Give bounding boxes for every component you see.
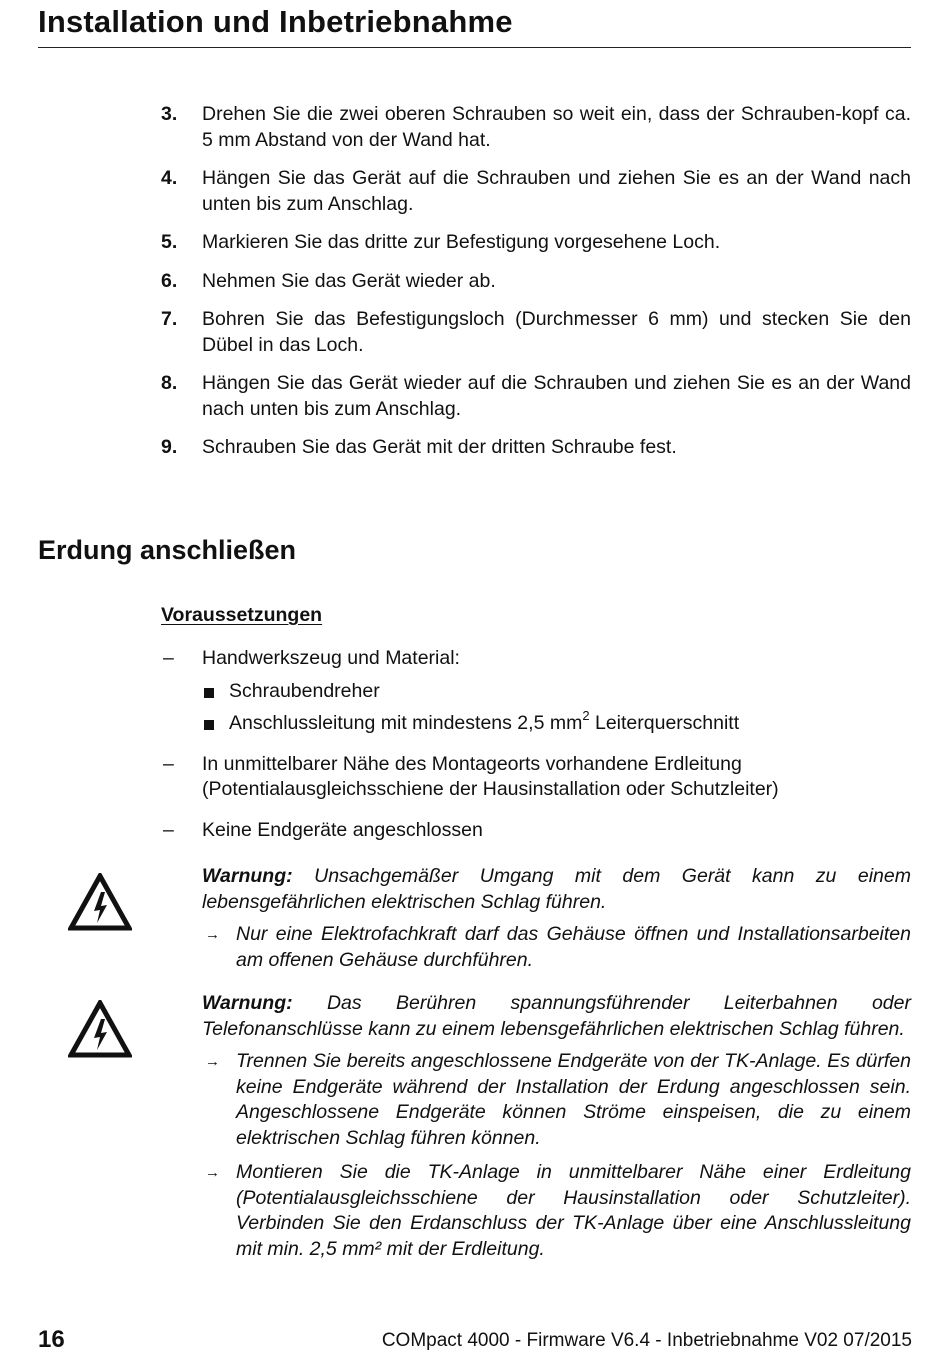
installation-steps <box>161 102 911 474</box>
electric-hazard-icon <box>68 1000 132 1058</box>
material-text-suffix: Leiterquerschnitt <box>589 712 740 734</box>
step-text: Markieren Sie das dritte zur Befestigung vorgesehene Loch. <box>202 231 721 253</box>
step-text: Bohren Sie das Befestigungsloch (Durchmesser 6 mm) und stecken Sie den Dübel in das Loch. <box>202 308 911 356</box>
square-bullet-icon <box>204 688 214 698</box>
footer-doc-info: COMpact 4000 - Firmware V6.4 - Inbetriebnahme V02 07/2015 <box>381 1330 912 1351</box>
square-bullet-icon <box>204 720 214 730</box>
step-item <box>161 435 911 461</box>
header-divider <box>38 47 911 48</box>
step-item <box>161 230 911 256</box>
warning-text <box>202 864 911 915</box>
superscript: 2 <box>582 708 590 723</box>
dash-bullet: – <box>163 647 174 669</box>
warning-label: Warnung: <box>202 865 293 887</box>
action-item <box>202 922 911 973</box>
step-number: 9. <box>161 436 178 458</box>
page-title: Installation und Inbetriebnahme <box>38 4 513 39</box>
action-text: Trennen Sie bereits angeschlossene Endgeräte von der TK-Anlage. Es dürfen keine Endgeräte während der Installation der Erdung angeschlossen sein. Angeschlossene Endgeräte können Ströme einspeisen, die zu einem elektrischen Schlag führen können. <box>236 1050 911 1149</box>
section-title: Erdung anschließen <box>38 535 297 565</box>
prerequisite-text: Handwerkszeug und Material: <box>202 647 460 669</box>
step-number: 5. <box>161 231 178 253</box>
prerequisite-text: Keine Endgeräte angeschlossen <box>202 818 483 841</box>
step-item <box>161 102 911 153</box>
electric-hazard-icon <box>68 873 132 931</box>
material-item <box>202 708 911 737</box>
prerequisite-item <box>161 818 911 844</box>
warning-box <box>202 864 911 973</box>
warning-box <box>202 991 911 1262</box>
step-number: 7. <box>161 308 178 330</box>
step-number: 3. <box>161 103 178 125</box>
action-item <box>202 1049 911 1151</box>
step-item <box>161 166 911 217</box>
step-item <box>161 269 911 295</box>
material-list <box>202 679 911 737</box>
step-text: Nehmen Sie das Gerät wieder ab. <box>202 269 496 292</box>
warning-message: Das Berühren spannungsführender Leiterbahnen oder Telefonanschlüsse kann zu einem lebensgefährlichen elektrischen Schlag führen. <box>202 992 911 1040</box>
step-text: Schrauben Sie das Gerät mit der dritten Schraube fest. <box>202 436 677 458</box>
material-item <box>202 679 911 705</box>
arrow-right-icon: → <box>205 1053 220 1070</box>
step-item <box>161 307 911 358</box>
step-text: Hängen Sie das Gerät wieder auf die Schrauben und ziehen Sie es an der Wand nach unten bis zum Anschlag. <box>202 372 911 420</box>
prerequisite-item <box>161 646 911 737</box>
step-item <box>161 371 911 422</box>
page-number: 16 <box>38 1326 65 1353</box>
arrow-right-icon: → <box>205 926 220 943</box>
material-text: Anschlussleitung mit mindestens 2,5 mm <box>229 712 583 734</box>
step-number: 8. <box>161 372 178 394</box>
step-text: Hängen Sie das Gerät auf die Schrauben und ziehen Sie es an der Wand nach unten bis zum Anschlag. <box>202 167 911 215</box>
warning-label: Warnung: <box>202 992 293 1014</box>
warning-text <box>202 991 911 1042</box>
material-text: Schraubendreher <box>229 679 380 702</box>
dash-bullet: – <box>163 752 174 775</box>
step-number: 4. <box>161 167 178 189</box>
warning-message: Unsachgemäßer Umgang mit dem Gerät kann zu einem lebensgefährlichen elektrischen Schlag führen. <box>202 865 911 913</box>
action-text: Montieren Sie die TK-Anlage in unmittelbarer Nähe einer Erdleitung (Potentialausgleichsschiene der Hausinstallation oder Schutzleiter). Verbinden Sie den Erdanschluss der TK-Anlage über eine Anschlussleitung mit min. 2,5 mm² mit der Erdleitung. <box>236 1161 911 1260</box>
action-item <box>202 1160 911 1262</box>
prerequisite-item <box>161 752 911 803</box>
arrow-right-icon: → <box>205 1164 220 1181</box>
dash-bullet: – <box>163 818 174 841</box>
action-text: Nur eine Elektrofachkraft darf das Gehäuse öffnen und Installationsarbeiten am offenen Gehäuse durchführen. <box>236 923 911 971</box>
prerequisites-list <box>161 646 911 858</box>
prerequisites-heading: Voraussetzungen <box>161 604 323 626</box>
step-text: Drehen Sie die zwei oberen Schrauben so weit ein, dass der Schrauben-kopf ca. 5 mm Abstand von der Wand hat. <box>202 103 911 151</box>
prerequisite-text: In unmittelbarer Nähe des Montageorts vorhandene Erdleitung (Potentialausgleichsschiene der Hausinstallation oder Schutzleiter) <box>202 752 779 800</box>
step-number: 6. <box>161 269 178 292</box>
